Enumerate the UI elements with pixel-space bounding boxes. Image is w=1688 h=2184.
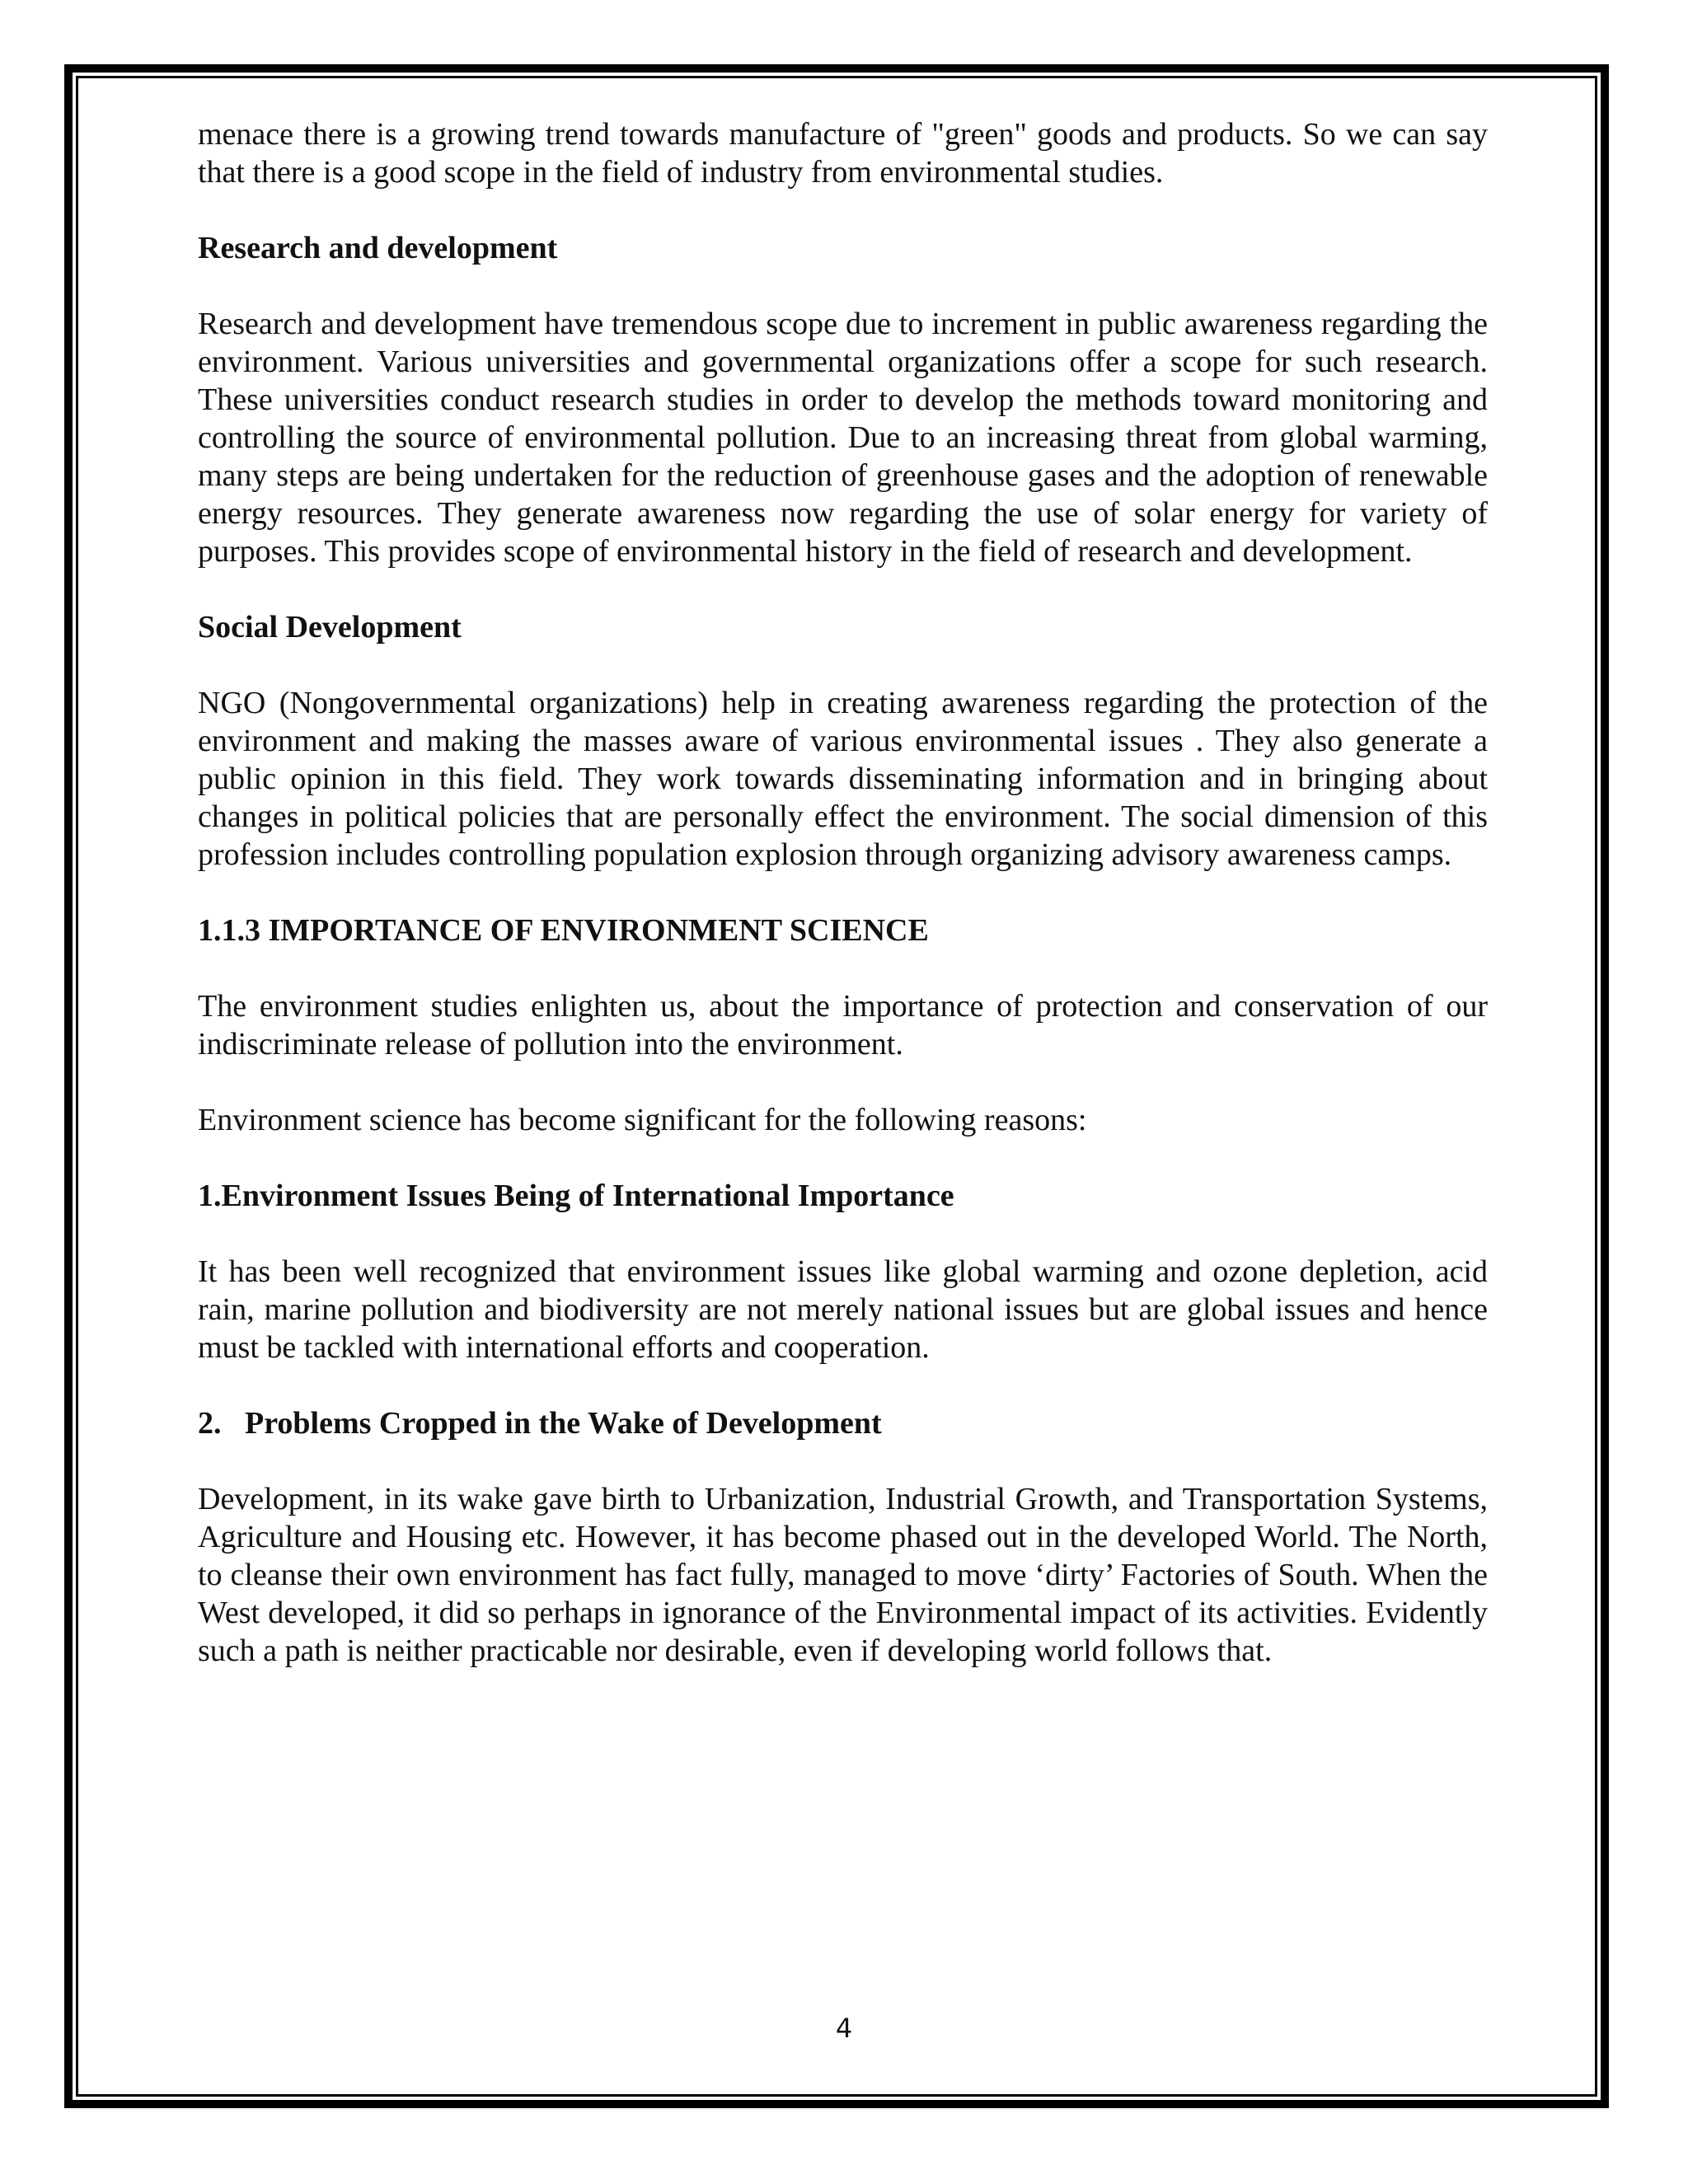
paragraph-problems-development: Development, in its wake gave birth to Urbanization, Industrial Growth, and Transportation Systems, Agriculture and Housing etc. However, it has become phased out in the developed World. The North, to cleanse their own environment has fact fully, managed to move ‘dirty’ Factories of South. When the West developed, it did so perhaps in ignorance of the Environmental impact of its activities. Evidently such a path is neither practicable nor desirable, even if developing world follows that.: [198, 1482, 1488, 1668]
paragraph-social-development: NGO (Nongovernmental organizations) help in creating awareness regarding the protection of the environment and making the masses aware of various environmental issues . They also generate a public opinion in this field. They work towards disseminating information and in bringing about changes in political policies that are personally effect the environment. The social dimension of this profession includes controlling population explosion through organizing advisory awareness camps.: [198, 686, 1488, 872]
heading-problems-development: 2. Problems Cropped in the Wake of Development: [198, 1406, 882, 1441]
page-number: 4: [835, 2013, 853, 2044]
paragraph-research-development: Research and development have tremendous scope due to increment in public awareness regarding the environment. Various universities and governmental organizations offer a scope for such research. These universities conduct research studies in order to develop the methods toward monitoring and controlling the source of environmental pollution. Due to an increasing threat from global warming, many steps are being undertaken for the reduction of greenhouse gases and the adoption of renewable energy resources. They generate awareness now regarding the use of solar energy for variety of purposes. This provides scope of environmental history in the field of research and development.: [198, 307, 1488, 569]
document-body: [198, 115, 1488, 1708]
heading-social-development: Social Development: [198, 610, 462, 644]
paragraph-international-importance: It has been well recognized that environment issues like global warming and ozone depletion, acid rain, marine pollution and biodiversity are not merely national issues but are global issues and hence must be tackled with international efforts and cooperation.: [198, 1254, 1488, 1365]
heading-importance-environment-science: 1.1.3 IMPORTANCE OF ENVIRONMENT SCIENCE: [198, 913, 929, 948]
intro-paragraph: menace there is a growing trend towards manufacture of "green" goods and products. So we can say that there is a good scope in the field of industry from environmental studies.: [198, 117, 1488, 190]
paragraph-importance-2: Environment science has become significant for the following reasons:: [198, 1103, 1087, 1137]
heading-research-development: Research and development: [198, 231, 558, 265]
heading-international-importance: 1.Environment Issues Being of International Importance: [198, 1179, 954, 1213]
paragraph-importance-1: The environment studies enlighten us, about the importance of protection and conservation of our indiscriminate release of pollution into the environment.: [198, 989, 1488, 1062]
